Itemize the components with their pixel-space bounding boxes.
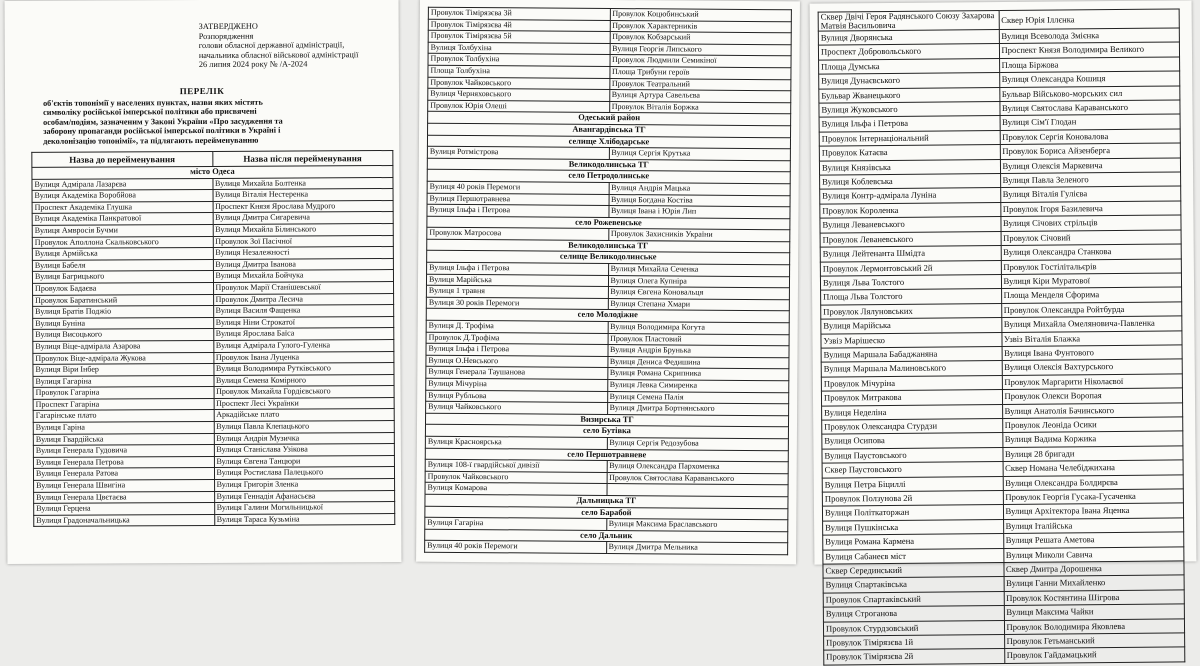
new-name-cell: Вулиця Олександра Станкова <box>1001 244 1182 260</box>
old-name-cell: Площа Льва Толстого <box>821 289 1002 305</box>
new-name-cell: Вулиця Степана Хмари <box>608 298 790 311</box>
new-name-cell: Вулиця Семена Комірного <box>213 374 394 387</box>
new-name-cell: Вулиця Вадима Коржика <box>1002 431 1183 447</box>
new-name-cell: Провулок Сергія Коновалова <box>1000 129 1181 145</box>
old-name-cell: Вулиця Д. Трофіма <box>426 320 608 333</box>
old-name-cell: Вулиця Льва Толстого <box>820 274 1001 290</box>
old-name-cell: Проспект Гагаріна <box>33 398 214 411</box>
section-heading: село Першотравневе <box>425 448 788 462</box>
new-name-cell: Провулок Ігоря Базилевича <box>1000 201 1181 217</box>
section-heading: Визирська ТГ <box>425 413 788 427</box>
old-name-cell: Сквер Паустовського <box>822 462 1003 478</box>
new-name-cell: Вулиця 28 бригади <box>1002 446 1183 462</box>
old-name-cell: Провулок Короленка <box>820 202 1001 218</box>
old-name-cell: Вулиця Маршала Бабаджаняна <box>821 346 1002 362</box>
table-body <box>818 9 1185 665</box>
new-name-cell: Бульвар Військово-морських сил <box>999 86 1180 102</box>
new-name-cell: Вулиця Володимира Когута <box>608 322 790 335</box>
new-name-cell: Вулиця Олександра Болдирєва <box>1003 475 1184 491</box>
new-name-cell: Вулиця Григорія Зленка <box>214 479 395 492</box>
old-name-cell: Вулиця Армійська <box>32 248 213 261</box>
new-name-cell: Вулиця Олексія Маркевича <box>1000 158 1181 174</box>
old-name-cell: Вулиця Гаріна <box>33 422 214 435</box>
old-name-cell: Вулиця Братів Поджіо <box>33 306 214 319</box>
subtitle-line: об'єктів топонімії у населених пунктах, назви яких містять <box>43 97 263 108</box>
document-subtitle <box>43 97 369 146</box>
new-name-cell: Вулиця Андрія Музичка <box>214 432 395 445</box>
new-name-cell: Площа Менделя Сфорима <box>1001 287 1182 303</box>
old-name-cell: Провулок Чайковського <box>428 77 610 90</box>
table-row <box>34 513 395 526</box>
renaming-table-2 <box>424 7 792 555</box>
old-name-cell: Вулиця Ільфа і Петрова <box>426 343 608 356</box>
new-name-cell: Вулиця Євгена Танцюри <box>214 455 395 468</box>
new-name-cell: Провулок Георгія Гусака-Гусаченка <box>1003 489 1184 505</box>
approval-stamp <box>199 21 399 70</box>
new-name-cell: Вулиця Олексія Вахтурського <box>1002 359 1183 375</box>
old-name-cell: Узвіз Марішеско <box>821 332 1002 348</box>
new-name-cell: Узвіз Віталія Блажка <box>1001 330 1182 346</box>
subtitle-line: особам/подіям, зазначеним у Законі України «Про засудження та <box>43 116 283 127</box>
new-name-cell: Проспект Князя Володимира Великого <box>999 42 1180 58</box>
new-name-cell: Вулиця Геннадія Афанасьєва <box>214 490 395 503</box>
old-name-cell: Провулок Тімірязєва 4й <box>428 19 610 32</box>
old-name-cell: Вулиця Леваневського <box>820 217 1001 233</box>
old-name-cell: Вулиця Петра Біциллі <box>822 476 1003 492</box>
old-name-cell: Провулок Спартаківський <box>823 591 1004 607</box>
table-row <box>824 647 1185 665</box>
section-heading: селище Великодолинське <box>427 251 790 265</box>
section-heading: місто Одеса <box>32 166 393 179</box>
old-name-cell: Вулиця Сабанеєв міст <box>823 548 1004 564</box>
old-name-cell: Провулок Тімірязєва 2й <box>824 649 1005 665</box>
new-name-cell: Вулиця Семена Палія <box>607 391 789 404</box>
old-name-cell: Вулиця Строганова <box>823 606 1004 622</box>
new-name-cell: Вулиця Георгія Липського <box>610 43 792 56</box>
new-name-cell: Провулок Михайла Гордієвського <box>214 386 395 399</box>
new-name-cell: Вулиця Івана і Юрія Лип <box>608 206 790 219</box>
old-name-cell: Вулиця 40 років Перемоги <box>425 541 607 554</box>
old-name-cell: Провулок Чайковського <box>425 471 607 484</box>
old-name-cell: Вулиця Гагаріна <box>33 375 214 388</box>
old-name-cell: Гагарінське плато <box>33 410 214 423</box>
old-name-cell: Провулок Леваневського <box>820 231 1001 247</box>
old-name-cell: Вулиця Генерала Швигіна <box>34 479 215 492</box>
subtitle-line: деколонізацію топонімії», та підлягають перейменуванню <box>43 135 259 146</box>
new-name-cell: Вулиця Галини Могильницької <box>214 502 395 515</box>
new-name-cell: Провулок Зої Пасічної <box>213 235 394 248</box>
new-name-cell: Проспект Лесі Українки <box>214 397 395 410</box>
new-name-cell: Вулиця Михайла Болтенка <box>212 177 393 190</box>
new-name-cell: Вулиця Решата Аметова <box>1003 532 1184 548</box>
section-heading: селище Хлібодарське <box>427 135 790 149</box>
old-name-cell: Вулиця О.Невського <box>426 355 608 368</box>
new-name-cell: Вулиця Дениса Федишина <box>607 356 789 369</box>
new-name-cell: Провулок Театральний <box>609 78 791 91</box>
new-name-cell: Провулок Святослава Караванського <box>607 472 789 485</box>
section-heading: село Барабой <box>425 506 788 520</box>
old-name-cell: Сквер Двічі Героя Радянського Союзу Захарова Матвія Васильовича <box>818 11 999 32</box>
approval-line: 26 липня 2024 року № /А-2024 <box>198 59 308 70</box>
old-name-cell: Провулок Мічуріна <box>821 375 1002 391</box>
table-body <box>425 7 792 554</box>
old-name-cell: Вулиця Академіка Воробйова <box>32 190 213 203</box>
old-name-cell: Провулок Юрія Олеші <box>428 100 610 113</box>
old-name-cell: Вулиця 40 років Перемоги <box>427 181 609 194</box>
old-name-cell: Вулиця Політкаторжан <box>822 505 1003 521</box>
old-name-cell: Провулок Тімірязєва 3й <box>428 7 610 20</box>
old-name-cell: Вулиця 30 років Перемоги <box>426 297 608 310</box>
new-name-cell: Вулиця Дмитра Бортнянського <box>607 403 789 416</box>
new-name-cell: Вулиця Віталія Нестеренка <box>213 189 394 202</box>
new-name-cell: Вулиця Кіри Муратової <box>1001 273 1182 289</box>
document-page-1 <box>5 0 402 564</box>
subtitle-line: заборону пропаганди російської імперської політики в Україні і <box>43 125 281 137</box>
subtitle-line: символіку російської імперської політики або присвячені <box>43 107 257 118</box>
new-name-cell: Вулиця Павла Зеленого <box>1000 172 1181 188</box>
old-name-cell: Вулиця Генерала Таушанова <box>426 367 608 380</box>
old-name-cell: Вулиця Ротмістрова <box>427 146 609 159</box>
new-name-cell: Вулиця Максима Браславського <box>606 519 788 532</box>
renaming-table-3 <box>818 8 1186 665</box>
document-page-2 <box>416 0 800 564</box>
old-name-cell: Вулиця Красноярська <box>425 436 607 449</box>
approval-line: голови обласної державної адміністрації, <box>198 40 345 51</box>
new-name-cell: Вулиця Андрія Брунька <box>607 345 789 358</box>
approval-line: ЗАТВЕРДЖЕНО <box>198 21 258 32</box>
old-name-cell: Провулок Баратинський <box>33 294 214 307</box>
new-name-cell: Проспект Князя Ярослава Мудрого <box>213 200 394 213</box>
new-name-cell: Провулок Захисників України <box>608 229 790 242</box>
old-name-cell: Вулиця Пушкінська <box>823 519 1004 535</box>
new-name-cell: Вулиця Сім'ї Глодан <box>1000 114 1181 130</box>
old-name-cell: Вулиця Генерала Петрова <box>33 456 214 469</box>
section-heading: село Дальник <box>425 529 788 543</box>
column-header-before: Назва до перейменування <box>32 151 213 167</box>
new-name-cell: Вулиця Ярослава Баїса <box>213 328 394 341</box>
section-heading: село Бутівка <box>425 425 788 439</box>
old-name-cell: Вулиця Першотравнева <box>427 193 609 206</box>
section-heading: Авангардівська ТГ <box>428 123 791 137</box>
new-name-cell: Аркадійське плато <box>214 409 395 422</box>
old-name-cell: Провулок Гагаріна <box>33 387 214 400</box>
new-name-cell: Провулок Івана Луценка <box>213 351 394 364</box>
table-row <box>425 541 788 555</box>
old-name-cell: Вулиця 1 травня <box>426 285 608 298</box>
new-name-cell: Провулок Дмитра Лесича <box>213 293 394 306</box>
new-name-cell: Вулиця Михайла Омеляновича-Павленка <box>1001 316 1182 332</box>
old-name-cell: Сквер Серединський <box>823 563 1004 579</box>
new-name-cell: Провулок Костянтина Шігрова <box>1004 590 1185 606</box>
old-name-cell: Вулиця Толбухіна <box>428 42 610 55</box>
old-name-cell: Провулок Віце-адмірала Жукова <box>33 352 214 365</box>
old-name-cell: Площа Думська <box>819 58 1000 74</box>
new-name-cell: Сквер Юрія Іллєнка <box>999 9 1180 30</box>
old-name-cell: Провулок Тімірязєва 5й <box>428 30 610 43</box>
new-name-cell: Провулок Маргарити Ніколаєвої <box>1002 374 1183 390</box>
old-name-cell: Провулок Стурдзовський <box>823 620 1004 636</box>
section-heading: Великодолинська ТГ <box>427 158 790 172</box>
old-name-cell: Вулиця Бабеля <box>32 259 213 272</box>
new-name-cell: Вулиця Сергія Крутька <box>609 148 791 161</box>
table-body <box>32 166 395 527</box>
new-name-cell: Вулиця Дмитра Іванова <box>213 258 394 271</box>
old-name-cell: Вулиця Неделіна <box>822 404 1003 420</box>
new-name-cell: Вулиця Артура Савельєва <box>609 90 791 103</box>
new-name-cell: Вулиця Михайла Бойчука <box>213 270 394 283</box>
old-name-cell: Вулиця 108-ї гвардійської дивізії <box>425 459 607 472</box>
old-name-cell: Проспект Академіка Глушка <box>32 201 213 214</box>
new-name-cell: Вулиця Ганни Михайленко <box>1004 575 1185 591</box>
new-name-cell: Площа Біржова <box>999 57 1180 73</box>
new-name-cell: Вулиця Архітектора Івана Яценка <box>1003 503 1184 519</box>
new-name-cell: Провулок Олекси Воропая <box>1002 388 1183 404</box>
old-name-cell: Вулиця Генерала Цвєтаєва <box>34 491 215 504</box>
new-name-cell: Вулиця Миколи Савича <box>1003 547 1184 563</box>
new-name-cell: Вулиця Тараса Кузьміна <box>214 513 395 526</box>
old-name-cell: Провулок Аполлона Скальковського <box>32 236 213 249</box>
new-name-cell: Вулиця Олега Купніра <box>608 275 790 288</box>
old-name-cell: Вулиця Віце-адмірала Азарова <box>33 340 214 353</box>
new-name-cell: Провулок Гетьманський <box>1004 633 1185 649</box>
old-name-cell: Вулиця Дунаєвського <box>819 73 1000 89</box>
old-name-cell: Вулиця Жуковського <box>819 102 1000 118</box>
new-name-cell: Провулок Кобзарський <box>610 32 792 45</box>
new-name-cell: Вулиця Богдана Костіва <box>609 194 791 207</box>
old-name-cell: Вулиця Дворянська <box>818 30 999 46</box>
new-name-cell: Вулиця Адмірала Гулого-Гуленка <box>213 339 394 352</box>
new-name-cell: Провулок Володимира Яковлева <box>1004 619 1185 635</box>
old-name-cell: Вулиця Мічуріна <box>426 378 608 391</box>
new-name-cell: Вулиця Святослава Караванського <box>999 100 1180 116</box>
new-name-cell: Вулиця Олександра Пархоменка <box>607 461 789 474</box>
new-name-cell: Вулиця Дмитра Сигаревича <box>213 212 394 225</box>
approval-line: начальника обласної військової адміністрації <box>198 49 359 60</box>
old-name-cell: Вулиця Комарова <box>425 483 607 496</box>
new-name-cell: Провулок Марії Станішевської <box>213 281 394 294</box>
new-name-cell: Провулок Віталія Боржка <box>609 101 791 114</box>
new-name-cell: Провулок Гайдамацький <box>1004 647 1185 663</box>
old-name-cell: Вулиця Градоначальницька <box>34 514 215 527</box>
new-name-cell: Вулиця Сергія Редозубова <box>607 437 789 450</box>
new-name-cell: Площа Трибуни героїв <box>609 66 791 79</box>
old-name-cell: Провулок Тімірязєва 1й <box>824 635 1005 651</box>
section-heading: Дальницька ТГ <box>425 494 788 508</box>
old-name-cell: Провулок Інтернаціональний <box>819 130 1000 146</box>
old-name-cell: Провулок Лермонтовський 2й <box>820 260 1001 276</box>
old-name-cell: Вулиця Маршала Малиновського <box>821 361 1002 377</box>
new-name-cell: Вулиця Василя Фащенка <box>213 305 394 318</box>
new-name-cell: Вулиця Михайла Білинського <box>213 223 394 236</box>
new-name-cell: Вулиця Євгена Коновальця <box>608 287 790 300</box>
column-header-after: Назва після перейменування <box>212 151 393 167</box>
old-name-cell: Вулиця Буніна <box>33 317 214 330</box>
old-name-cell: Вулиця Академіка Панкратової <box>32 213 213 226</box>
old-name-cell: Вулиця Черняховського <box>428 88 610 101</box>
old-name-cell: Вулиця Коблевська <box>820 174 1001 190</box>
old-name-cell: Вулиця Висоцького <box>33 329 214 342</box>
new-name-cell: Сквер Номана Челебіджихана <box>1003 460 1184 476</box>
section-heading: Великодолинська ТГ <box>427 239 790 253</box>
old-name-cell: Вулиця Віри Інбер <box>33 364 214 377</box>
old-name-cell: Провулок Толбухіна <box>428 54 610 67</box>
old-name-cell: Вулиця Генерала Гудовича <box>33 445 214 458</box>
new-name-cell: Провулок Січовий <box>1001 230 1182 246</box>
old-name-cell: Провулок Матросова <box>427 228 609 241</box>
new-name-cell: Вулиця Всеволода Змієнка <box>999 28 1180 44</box>
section-heading: село Петродолинське <box>427 170 790 184</box>
new-name-cell: Провулок Бориса Айзенберга <box>1000 143 1181 159</box>
old-name-cell: Провулок Митракова <box>821 390 1002 406</box>
old-name-cell: Вулиця Рубльова <box>426 390 608 403</box>
old-name-cell: Вулиця Осипова <box>822 433 1003 449</box>
old-name-cell: Вулиця Ільфа і Петрова <box>427 204 609 217</box>
section-heading: село Молодіжне <box>426 309 789 323</box>
new-name-cell: Вулиця Січових стрільців <box>1000 215 1181 231</box>
old-name-cell: Вулиця Лейтенанта Шмідта <box>820 246 1001 262</box>
old-name-cell: Вулиця Багрицького <box>32 271 213 284</box>
new-name-cell: Вулиця Станіслава Узікова <box>214 444 395 457</box>
old-name-cell: Бульвар Жванецького <box>819 87 1000 103</box>
old-name-cell: Провулок Ползунова 2й <box>822 491 1003 507</box>
new-name-cell: Провулок Гостілітальєрів <box>1001 258 1182 274</box>
old-name-cell: Вулиця Герцена <box>34 503 215 516</box>
new-name-cell: Провулок Пластовий <box>608 333 790 346</box>
new-name-cell: Вулиця Віталія Гулієва <box>1000 186 1181 202</box>
approval-line: Розпорядження <box>198 31 254 41</box>
new-name-cell: Вулиця Ростислава Палецького <box>214 467 395 480</box>
old-name-cell: Вулиця Генерала Ратова <box>33 468 214 481</box>
old-name-cell: Вулиця Марійська <box>426 274 608 287</box>
new-name-cell: Провулок Людмили Семикіної <box>610 55 792 68</box>
old-name-cell: Вулиця Ільфа і Петрова <box>427 262 609 275</box>
old-name-cell: Вулиця Паустовського <box>822 447 1003 463</box>
document-title: ПЕРЕЛІК <box>179 85 225 97</box>
old-name-cell: Вулиця Спартаківська <box>823 577 1004 593</box>
old-name-cell: Провулок Д.Трофіма <box>426 332 608 345</box>
section-heading: село Рожевенське <box>427 216 790 230</box>
old-name-cell: Вулиця Князівська <box>819 159 1000 175</box>
old-name-cell: Вулиця Гагаріна <box>425 517 607 530</box>
old-name-cell: Проспект Добровольського <box>818 44 999 60</box>
new-name-cell: Вулиця Незалежності <box>213 247 394 260</box>
new-name-cell: Вулиця Левка Симиренка <box>607 379 789 392</box>
old-name-cell: Вулиця Гвардійська <box>33 433 214 446</box>
section-heading: Одеський район <box>428 112 791 126</box>
new-name-cell: Вулиця Максима Чайки <box>1004 604 1185 620</box>
old-name-cell: Вулиця Романа Кармена <box>823 534 1004 550</box>
old-name-cell: Провулок Лялуновських <box>821 303 1002 319</box>
new-name-cell: Вулиця Олександра Кошиця <box>999 71 1180 87</box>
document-page-3 <box>810 0 1197 663</box>
old-name-cell: Вулиця Чайковського <box>426 401 608 414</box>
new-name-cell: Провулок Олександра Ройтбурда <box>1001 302 1182 318</box>
new-name-cell: Вулиця Анатолія Бачинського <box>1002 403 1183 419</box>
old-name-cell: Вулиця Ільфа і Петрова <box>819 116 1000 132</box>
old-name-cell: Площа Толбухіна <box>428 65 610 78</box>
old-name-cell: Провулок Олександра Стурдзи <box>822 418 1003 434</box>
new-name-cell: Вулиця Ніни Строкатої <box>213 316 394 329</box>
renaming-table-1 <box>31 150 395 527</box>
new-name-cell: Вулиця Романа Скрипника <box>607 368 789 381</box>
new-name-cell: Вулиця Івана Фунтового <box>1002 345 1183 361</box>
new-name-cell: Вулиця Дмитра Мельника <box>606 542 788 555</box>
new-name-cell: Провулок Характерників <box>610 20 792 33</box>
new-name-cell: Вулиця Володимира Рутківського <box>213 363 394 376</box>
old-name-cell: Вулиця Марійська <box>821 318 1002 334</box>
old-name-cell: Вулиця Адмірала Лазарєва <box>32 178 213 191</box>
new-name-cell: Провулок Коцюбинський <box>610 9 792 22</box>
new-name-cell: Вулиця Андрія Мацька <box>609 182 791 195</box>
new-name-cell: Провулок Леоніда Осики <box>1002 417 1183 433</box>
old-name-cell: Провулок Бадаєва <box>33 282 214 295</box>
old-name-cell: Вулиця Амвросія Бучми <box>32 224 213 237</box>
new-name-cell: Вулиця Італійська <box>1003 518 1184 534</box>
new-name-cell: Вулиця Павла Клепацького <box>214 421 395 434</box>
new-name-cell: Вулиця Михайла Сеченка <box>608 264 790 277</box>
new-name-cell: Сквер Дмитра Дорошенка <box>1003 561 1184 577</box>
old-name-cell: Провулок Катаєва <box>819 145 1000 161</box>
old-name-cell: Вулиця Контр-адмірала Луніна <box>820 188 1001 204</box>
